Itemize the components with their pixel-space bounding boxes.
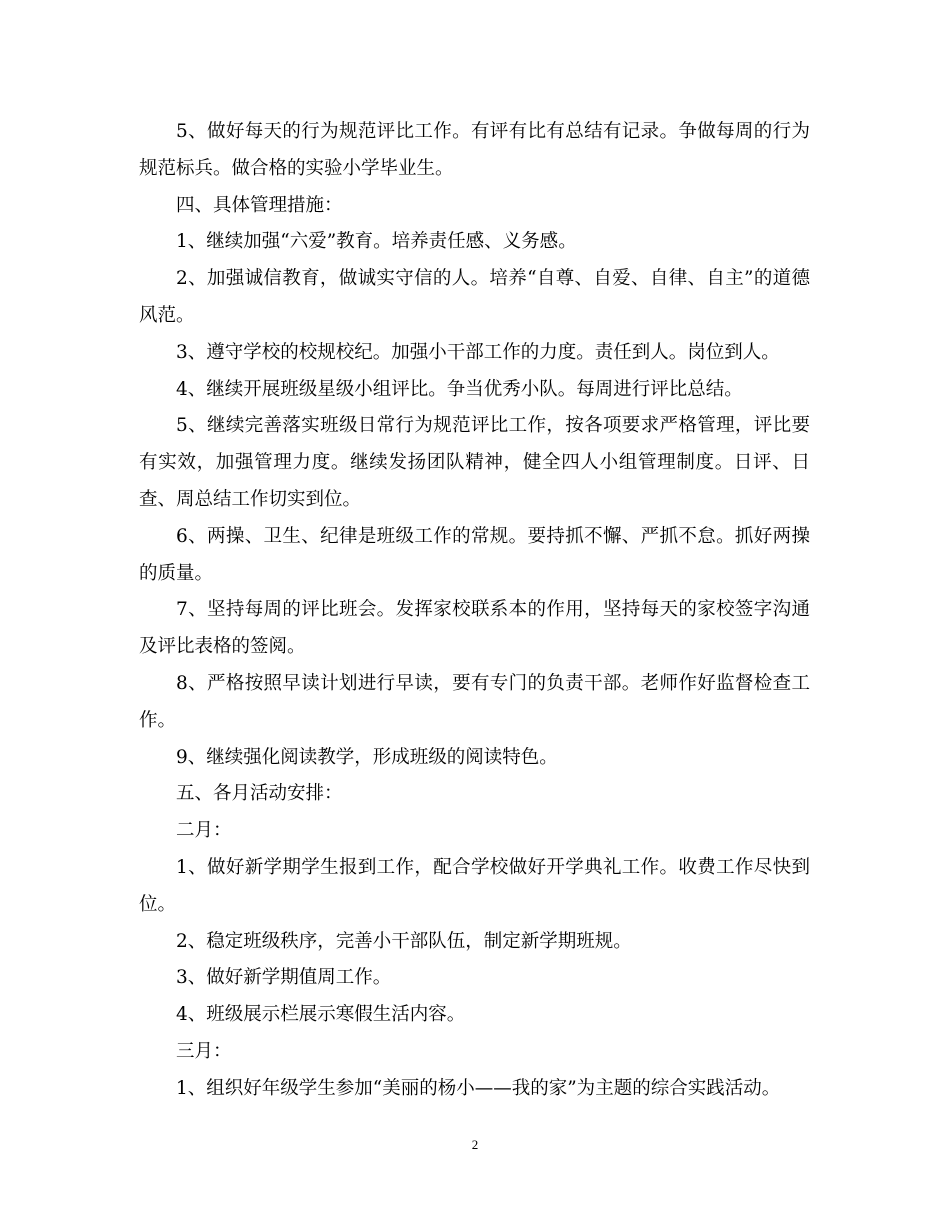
paragraph: 5、做好每天的行为规范评比工作。有评有比有总结有记录。争做每周的行为规范标兵。做合格的实验小学毕业生。	[139, 121, 810, 179]
paragraph: 5、继续完善落实班级日常行为规范评比工作，按各项要求严格管理，评比要有实效，加强管理力度。继续发扬团队精神，健全四人小组管理制度。日评、日查、周总结工作切实到位。	[139, 415, 810, 510]
paragraph: 2、加强诚信教育，做诚实守信的人。培养“自尊、自爱、自律、自主”的道德风范。	[139, 268, 810, 326]
paragraph: 2、稳定班级秩序，完善小干部队伍，制定新学期班规。	[176, 930, 632, 952]
month-heading: 二月：	[176, 820, 232, 842]
paragraph: 4、继续开展班级星级小组评比。争当优秀小队。每周进行评比总结。	[176, 378, 743, 400]
page-number: 2	[471, 1137, 479, 1152]
paragraph: 4、班级展示栏展示寒假生活内容。	[176, 1004, 466, 1026]
month-heading: 三月：	[176, 1040, 232, 1062]
document-body	[139, 114, 810, 1108]
paragraph: 7、坚持每周的评比班会。发挥家校联系本的作用，坚持每天的家校签字沟通及评比表格的签阅。	[139, 599, 810, 658]
section-heading: 四、具体管理措施：	[176, 194, 343, 216]
paragraph: 1、组织好年级学生参加“美丽的杨小——我的家”为主题的综合实践活动。	[176, 1077, 781, 1099]
paragraph: 3、做好新学期值周工作。	[176, 967, 392, 989]
paragraph: 9、继续强化阅读教学，形成班级的阅读特色。	[176, 746, 558, 768]
section-heading: 五、各月活动安排：	[176, 783, 343, 805]
paragraph: 1、继续加强“六爱”教育。培养责任感、义务感。	[176, 231, 577, 253]
paragraph: 1、做好新学期学生报到工作，配合学校做好开学典礼工作。收费工作尽快到位。	[139, 856, 810, 915]
paragraph: 3、遵守学校的校规校纪。加强小干部工作的力度。责任到人。岗位到人。	[176, 341, 780, 363]
paragraph: 8、严格按照早读计划进行早读，要有专门的负责干部。老师作好监督检查工作。	[139, 672, 810, 731]
paragraph: 6、两操、卫生、纪律是班级工作的常规。要持抓不懈、严抓不怠。抓好两操的质量。	[139, 525, 810, 584]
